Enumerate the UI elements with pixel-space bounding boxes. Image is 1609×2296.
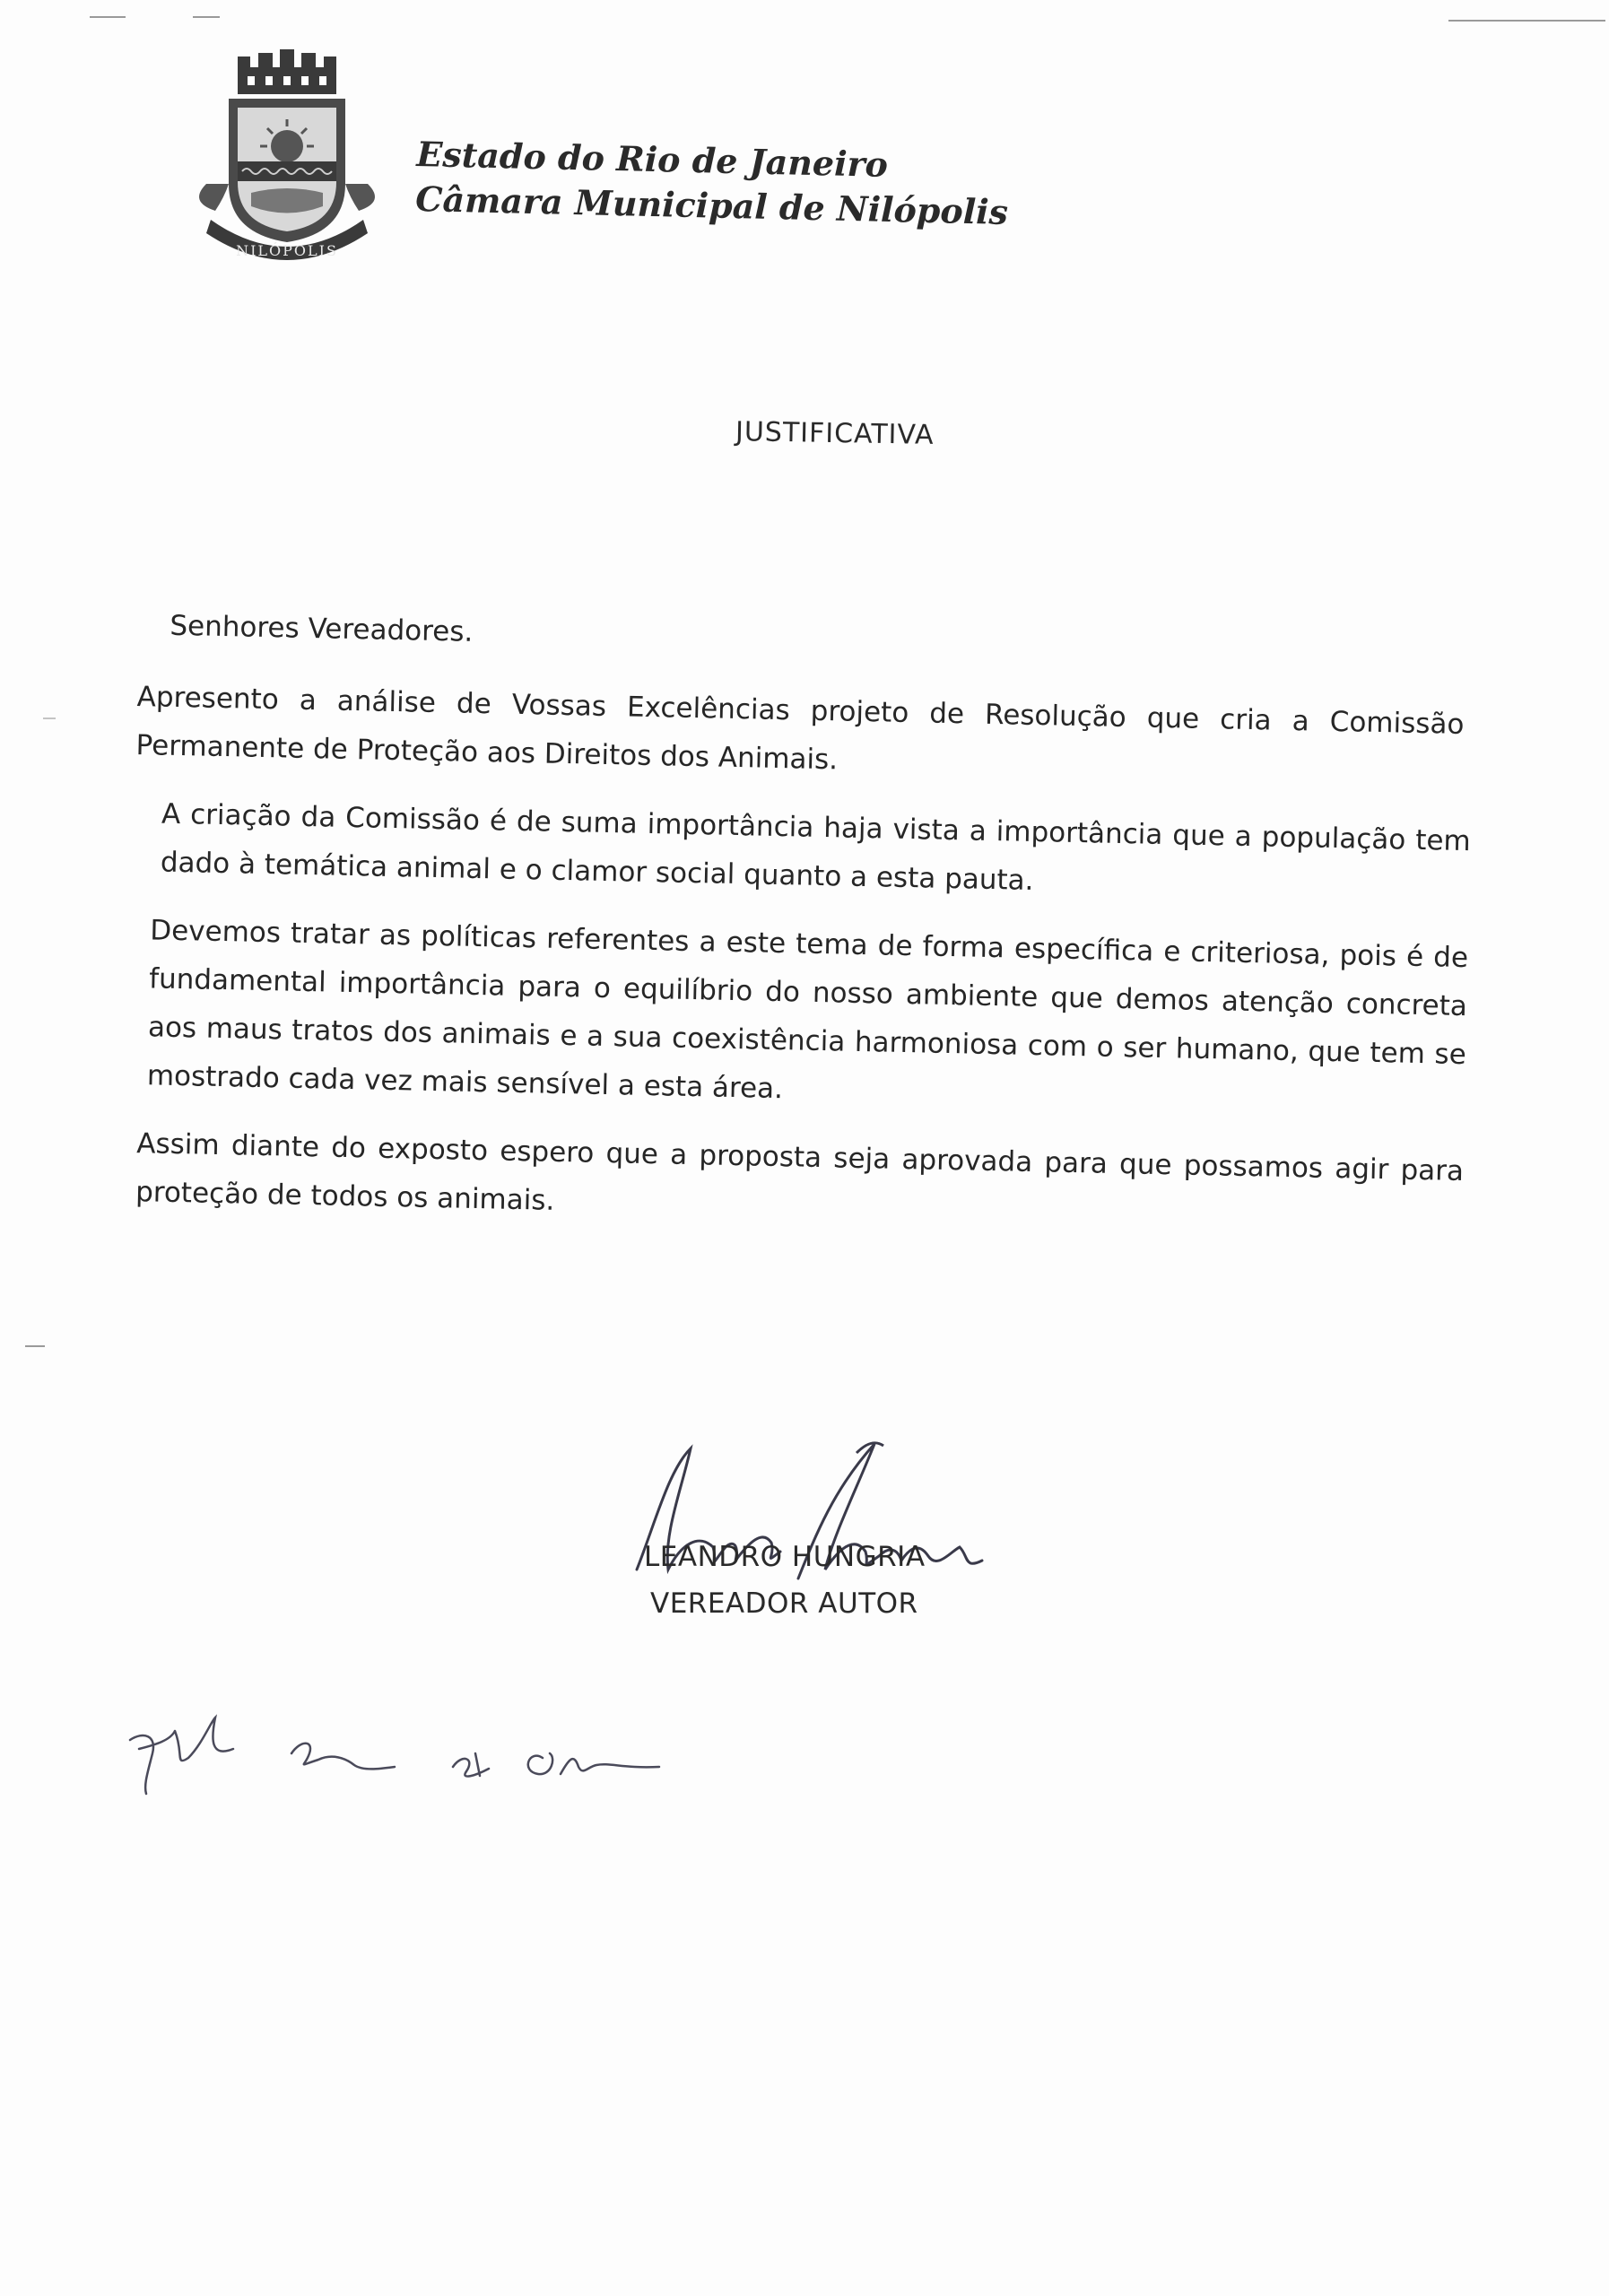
paragraph: Assim diante do exposto espero que a proposta seja aprovada para que possamos agir para proteção de todos os animais. <box>135 1127 1465 1217</box>
letterhead <box>188 49 1265 283</box>
crest-label: NILÓPOLIS <box>236 242 338 259</box>
scan-artifact <box>25 1345 45 1347</box>
salutation: Senhores Vereadores. <box>170 609 474 648</box>
paragraph: A criação da Comissão é de suma importância haja vista a importância que a população tem dado à temática animal e o clamor social quanto a esta pauta. <box>160 797 1472 897</box>
document-title: JUSTIFICATIVA <box>735 416 935 451</box>
institution-name <box>415 132 1010 235</box>
paragraph: Devemos tratar as políticas referentes a este tema de forma específica e criteriosa, pois é de fundamental importância para o equilíbrio do nosso ambiente que demos atenção concreta aos maus tratos dos animais e a sua coexistência harmoniosa com o ser humano, que tem se mostrado cada vez mais sensível a esta área. <box>146 914 1469 1106</box>
state-name: Estado do Rio de Janeiro <box>415 133 889 185</box>
municipal-crest-icon <box>188 49 386 274</box>
scan-artifact <box>193 16 220 18</box>
scan-artifact <box>90 16 126 18</box>
signature-block <box>628 1435 1094 1641</box>
document-body <box>126 601 1483 1264</box>
handwritten-annotation <box>121 1704 695 1803</box>
scan-artifact <box>1448 20 1605 22</box>
chamber-name: Câmara Municipal de Nilópolis <box>414 178 1009 232</box>
paragraph: Apresento a análise de Vossas Excelências projeto de Resolução que cria a Comissão Permanente de Proteção aos Direitos dos Animais. <box>135 680 1465 777</box>
signer-role: VEREADOR AUTOR <box>650 1587 918 1620</box>
signer-name: LEANDRO HUNGRIA <box>644 1541 926 1573</box>
scan-artifact <box>43 718 56 719</box>
